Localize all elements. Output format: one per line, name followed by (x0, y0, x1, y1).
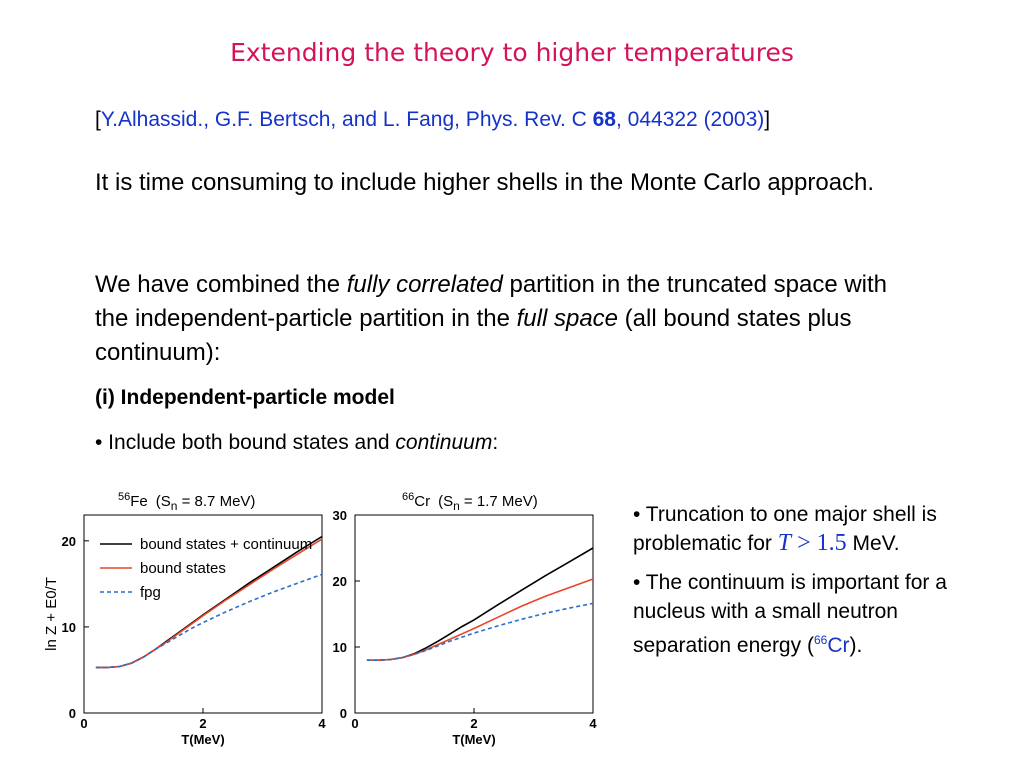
chart2-title-mass: 66 (402, 491, 415, 503)
chart1-title-paren: (S (155, 493, 171, 510)
chart2-title-paren: (S (438, 493, 454, 510)
chart-fe56 (43, 491, 326, 747)
slide-title: Extending the theory to higher temperatures (230, 38, 794, 67)
p2-text-c: partition in the truncated space with the independent-particle partition in the (95, 271, 888, 332)
chart1-ytick-label: 0 (68, 706, 76, 721)
chart1-series-line-2 (96, 574, 322, 667)
p2-text-e: (all bound states plus continuum): (95, 305, 852, 366)
legend-label-fpg: fpg (140, 584, 161, 601)
note2-text-b: ). (849, 634, 863, 657)
chart1-title (118, 491, 255, 513)
chart1-lines (96, 537, 322, 668)
note2-mass: 66 (813, 633, 828, 647)
chart2-frame (355, 515, 593, 713)
p2-text-a: We have combined the (95, 271, 347, 298)
chart1-series-line-0 (96, 537, 322, 668)
ref-open-bracket: [ (95, 108, 101, 131)
chart2-xlabel: T(MeV) (452, 732, 496, 747)
chart2-xtick-label: 2 (470, 716, 478, 731)
paragraph-monte-carlo: It is time consuming to include higher shells in the Monte Carlo approach. (95, 169, 875, 196)
chart1-ytick-label: 20 (61, 533, 76, 549)
p2-full-space: full space (516, 305, 619, 332)
chart2-xtick-label: 0 (351, 716, 359, 731)
bullet-text-c: : (492, 431, 499, 454)
chart2-ytick-label: 20 (332, 574, 347, 589)
chart2-series-line-2 (367, 603, 593, 660)
chart2-xtick-label: 4 (589, 716, 597, 731)
chart2-title-value: = 1.7 MeV) (459, 493, 538, 510)
note1-text-a: • Truncation to one major shell is problematic for (633, 503, 937, 555)
chart1-legend (100, 536, 312, 601)
chart1-title-value: = 8.7 MeV) (177, 493, 256, 510)
chart1-title-mass: 56 (118, 491, 131, 503)
p2-fully-correlated: fully correlated (346, 271, 503, 298)
chart2-ytick-label: 0 (339, 706, 347, 721)
chart1-xlabel: T(MeV) (181, 732, 225, 747)
note1-text-b: MeV. (846, 532, 900, 555)
ref-authors: Y.Alhassid., G.F. Bertsch, and L. Fang, Phys. Rev. C (100, 108, 593, 131)
chart1-title-sub: n (170, 499, 178, 513)
chart1-xtick-label: 4 (318, 716, 326, 731)
note1-T: T (777, 530, 792, 556)
note1-op: > 1.5 (791, 530, 847, 556)
chart2-series-line-1 (367, 579, 593, 660)
section-heading: (i) Independent-particle model (95, 386, 395, 409)
chart2-ytick-label: 30 (332, 508, 347, 523)
chart1-xtick-label: 0 (80, 716, 88, 731)
note2-element: Cr (827, 634, 850, 657)
note2-text-a: • The continuum is important for a nucleus with a small neutron separation energy ( (633, 571, 947, 657)
chart2-ytick-label: 10 (332, 640, 347, 655)
ref-rest: , 044322 (2003) (615, 108, 765, 131)
chart2-series-line-0 (367, 548, 593, 660)
chart1-xtick-label: 2 (199, 716, 207, 731)
chart2-title-element: Cr (414, 493, 431, 510)
chart2-ticks (333, 508, 598, 731)
ref-volume: 68 (592, 108, 616, 131)
chart1-ylabel: ln Z + E0/T (43, 577, 60, 651)
chart-cr66 (333, 491, 598, 747)
ref-close-bracket: ] (764, 108, 771, 131)
chart1-title-element: Fe (130, 493, 148, 510)
chart2-lines (367, 548, 593, 660)
legend-label-bound: bound states (140, 560, 226, 577)
chart1-ytick-label: 10 (61, 619, 76, 635)
legend-label-bound-continuum: bound states + continuum (140, 536, 313, 553)
bullet-continuum-italic: continuum (395, 431, 493, 454)
bullet-text-a: • Include both bound states and (95, 431, 396, 454)
chart2-title (402, 491, 538, 513)
chart2-title-sub: n (453, 499, 460, 513)
